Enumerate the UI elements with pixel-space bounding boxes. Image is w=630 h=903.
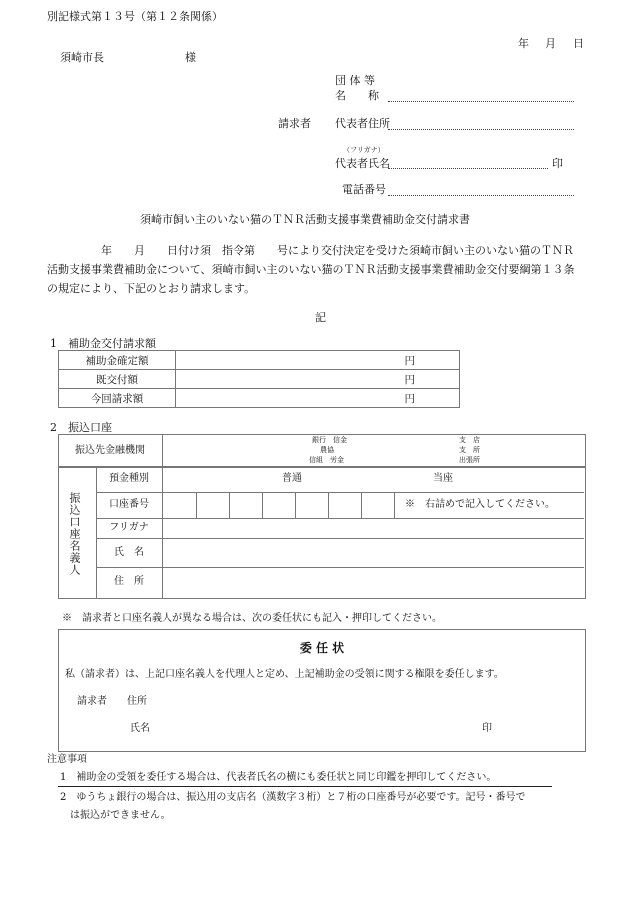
- amount-row: [59, 351, 460, 370]
- branch-type-1: 支 店: [459, 436, 480, 444]
- body-line-1: 年 月 日付け須 指令第 号により交付決定を受けた須崎市飼い主のいない猫のＴＮＲ: [101, 244, 574, 257]
- amount-table: [58, 350, 460, 408]
- amount-row: [59, 389, 460, 408]
- yen-unit: 円: [404, 373, 415, 386]
- digit-divider: [328, 492, 329, 518]
- bank-type-2: 農協: [320, 446, 334, 454]
- holder-vertical-label: 振込口座名義人: [68, 492, 81, 576]
- addressee-honorific: 様: [185, 51, 196, 64]
- note-item-2: 2 ゆうちょ銀行の場合は、振込用の支店名（漢数字３桁）と７桁の口座番号が必要です。記号・番号で: [60, 792, 526, 803]
- date-year: 年: [518, 37, 529, 50]
- holder-furigana-label: フリガナ: [109, 522, 149, 533]
- note-item-1: 1 補助金の受領を委任する場合は、代表者氏名の横にも委任状と同じ印鑑を押印してください。: [60, 772, 497, 783]
- section1-heading: 1 補助金交付請求額: [50, 337, 156, 350]
- digit-divider: [262, 492, 263, 518]
- note-item-1-underline: [58, 786, 552, 787]
- deposit-current[interactable]: 当座: [433, 473, 453, 484]
- delegation-note: ※ 請求者と口座名義人が異なる場合は、次の委任状にも記入・押印してください。: [62, 613, 442, 624]
- row-divider: [96, 492, 584, 493]
- holder-name-label: 氏 名: [114, 547, 144, 558]
- amount-label: 既交付額: [59, 370, 176, 389]
- amount-row: [59, 370, 460, 389]
- ki-mark: 記: [315, 311, 326, 324]
- rep-address-label: 代表者住所: [335, 117, 390, 130]
- rep-address-field[interactable]: [388, 129, 574, 130]
- phone-field[interactable]: [388, 195, 574, 196]
- bank-type-1: 銀行 信金: [312, 436, 347, 444]
- digit-divider: [229, 492, 230, 518]
- amount-label: 補助金確定額: [59, 351, 176, 370]
- addressee-name: 須崎市長: [60, 51, 104, 64]
- bank-label: 振込先金融機関: [75, 445, 145, 456]
- row-divider: [96, 538, 584, 539]
- digit-divider: [196, 492, 197, 518]
- row-divider: [96, 567, 584, 568]
- rep-name-field[interactable]: [388, 168, 548, 169]
- bank-type-3: 信組 労金: [309, 456, 344, 464]
- bank-divider: [162, 434, 163, 467]
- section2-heading: 2 振込口座: [50, 421, 112, 434]
- yen-unit: 円: [404, 392, 415, 405]
- form-id: 別記様式第１３号（第１２条関係）: [47, 10, 223, 23]
- digit-divider: [295, 492, 296, 518]
- account-no-label: 口座番号: [109, 499, 149, 510]
- branch-type-2: 支 所: [459, 446, 480, 454]
- seal-mark: 印: [552, 157, 563, 170]
- amount-value-cell[interactable]: [176, 389, 460, 408]
- deposit-type-label: 預金種別: [109, 473, 149, 484]
- amount-label: 今回請求額: [59, 389, 176, 408]
- notes-heading: 注意事項: [47, 754, 87, 765]
- digit-divider: [361, 492, 362, 518]
- note-item-2-cont: は振込ができません。: [70, 810, 171, 821]
- proxy-text: 私（請求者）は、上記口座名義人を代理人と定め、上記補助金の受領に関する権限を委任します。: [65, 669, 504, 680]
- furigana-label: （フリガナ）: [343, 146, 385, 154]
- proxy-address-label: 住所: [127, 696, 147, 707]
- yen-unit: 円: [404, 354, 415, 367]
- proxy-title: 委 任 状: [299, 641, 345, 655]
- body-line-3: の規定により、下記のとおり請求します。: [47, 282, 256, 295]
- account-note: ※ 右詰めで記入してください。: [405, 499, 555, 510]
- proxy-name-label: 氏名: [130, 723, 150, 734]
- holder-address-label: 住 所: [114, 576, 144, 587]
- body-line-2: 活動支援事業費補助金について、須崎市飼い主のいない猫のＴＮＲ活動支援事業費補助金交付要綱第１３条: [47, 263, 575, 276]
- proxy-seal-mark: 印: [482, 723, 492, 734]
- amount-value-cell[interactable]: [176, 351, 460, 370]
- phone-label: 電話番号: [342, 183, 386, 196]
- branch-type-3: 出張所: [459, 456, 480, 464]
- label-col-divider: [162, 466, 163, 598]
- org-name-label-1: 団 体 等: [335, 74, 375, 87]
- amount-value-cell[interactable]: [176, 370, 460, 389]
- date-month: 月: [545, 37, 556, 50]
- org-name-label-2: 名 称: [335, 89, 379, 102]
- org-name-field[interactable]: [388, 101, 574, 102]
- document-title: 須崎市飼い主のいない猫のＴＮＲ活動支援事業費補助金交付請求書: [140, 213, 470, 226]
- applicant-label: 請求者: [278, 117, 311, 130]
- date-day: 日: [573, 37, 584, 50]
- rep-name-label: 代表者氏名: [335, 157, 390, 170]
- proxy-requester-label: 請求者: [77, 696, 107, 707]
- deposit-ordinary[interactable]: 普通: [282, 473, 302, 484]
- digit-divider: [394, 492, 395, 518]
- row-divider: [96, 518, 584, 519]
